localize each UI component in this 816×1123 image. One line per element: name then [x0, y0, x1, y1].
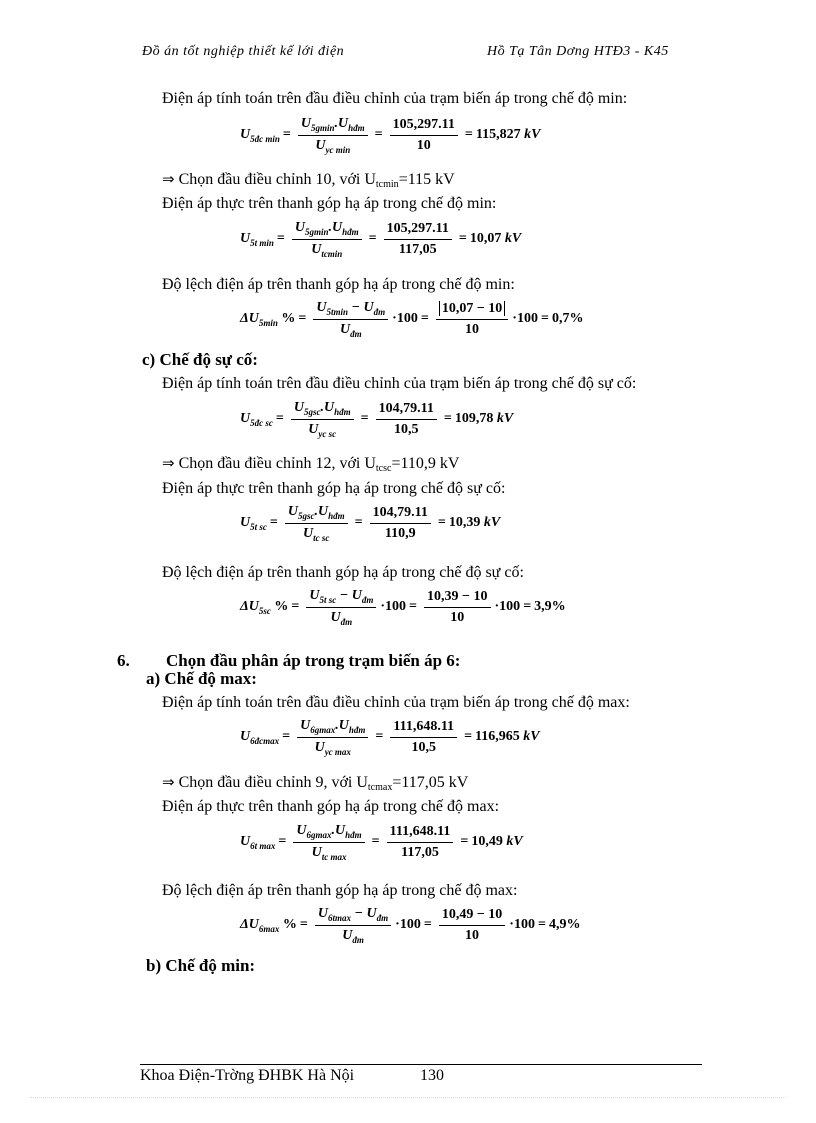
text-line: Điện áp tính toán trên đầu điều chỉnh của trạm biến áp trong chế độ min: — [162, 90, 628, 107]
text-line: Độ lệch điện áp trên thanh góp hạ áp trong chế độ sự cố: — [162, 564, 524, 581]
implies-arrow-icon: ⇒ — [162, 170, 175, 188]
text-line: Độ lệch điện áp trên thanh góp hạ áp trong chế độ max: — [162, 882, 518, 899]
header-left: Đồ án tốt nghiệp thiết kế lới điện — [142, 44, 345, 59]
text-line: Điện áp tính toán trên đầu điều chỉnh của trạm biến áp trong chế độ sự cố: — [162, 375, 637, 392]
page-number: 130 — [420, 1067, 444, 1084]
formula-delta-6max: $\Delta U_{6max}$ % = $\frac{U_{6tmax} - U_{đm}}{U_{đm}}$ ·100 = $\frac{10,49 - 10}{10}$ ·100 = 4,9% — [240, 906, 581, 945]
implies-arrow-icon: ⇒ — [162, 773, 175, 791]
tap-choice-line: ⇒ Chọn đầu điều chỉnh 10, với $U_{tcmin}=115$ kV — [162, 170, 455, 190]
implies-arrow-icon: ⇒ — [162, 454, 175, 472]
text-line: Điện áp thực trên thanh góp hạ áp trong chế độ min: — [162, 195, 497, 212]
text-line: Độ lệch điện áp trên thanh góp hạ áp trong chế độ min: — [162, 276, 515, 293]
formula-5t-min: $U_{5t min}$ = $\frac{U_{5gmin}.U_{hđm}}{U_{tcmin}}$ = $\frac{105,297.11}{117,05}$ = 10,07 kV — [240, 220, 522, 259]
section-heading: c) Chế độ sự cố: — [142, 350, 258, 369]
formula-6t-max: $U_{6t max}$ = $\frac{U_{6gmax}.U_{hđm}}{U_{tc max}}$ = $\frac{111,648.11}{117,05}$ = 10,49 kV — [240, 823, 523, 862]
bottom-dotted-border — [30, 1097, 786, 1098]
formula-5t-sc: $U_{5t sc}$ = $\frac{U_{5gsc}.U_{hđm}}{U_{tc sc}}$ = $\frac{104,79.11}{110,9}$ = 10,39 kV — [240, 504, 501, 543]
formula-5dc-sc: $U_{5đc sc}$ = $\frac{U_{5gsc}.U_{hđm}}{U_{yc sc}}$ = $\frac{104,79.11}{10,5}$ = 109,78 kV — [240, 400, 514, 439]
tap-choice-line: ⇒ Chọn đầu điều chỉnh 12, với $U_{tcsc}=110,9$ kV — [162, 454, 460, 474]
section-heading: b) Chế độ min: — [146, 956, 256, 975]
section-heading: a) Chế độ max: — [146, 669, 257, 688]
text-line: Điện áp tính toán trên đầu điều chỉnh của trạm biến áp trong chế độ max: — [162, 694, 630, 711]
text-line: Điện áp thực trên thanh góp hạ áp trong chế độ sự cố: — [162, 480, 506, 497]
section-number: 6. — [117, 651, 130, 670]
formula-5dc-min: $U_{5đc min}$ = $\frac{U_{5gmin}.U_{hđm}}{U_{yc min}}$ = $\frac{105,297.11}{10}$ = 115,827 kV — [240, 116, 541, 155]
section-title: Chọn đầu phân áp trong trạm biến áp 6: — [166, 651, 461, 670]
footer-text: Khoa Điện-Trờng ĐHBK Hà Nội — [140, 1067, 355, 1084]
formula-delta-5sc: $\Delta U_{5sc}$ % = $\frac{U_{5t sc} - U_{đm}}{U_{đm}}$ ·100 = $\frac{10,39 - 10}{10}$ ·100 = 3,9% — [240, 588, 566, 627]
tap-choice-line: ⇒ Chọn đầu điều chỉnh 9, với $U_{tcmax}=117,05$ kV — [162, 773, 469, 793]
footer-rule — [140, 1064, 702, 1065]
header-right: Hồ Tạ Tân Dơng HTĐ3 - K45 — [487, 44, 669, 59]
text-line: Điện áp thực trên thanh góp hạ áp trong chế độ max: — [162, 798, 500, 815]
formula-delta-5min: $\Delta U_{5min}$ % = $\frac{U_{5tmin} - U_{đm}}{U_{đm}}$ ·100 = $\frac{10,07 - 10}{10}$ ·100 = 0,7% — [240, 300, 584, 339]
formula-6dc-max: $U_{6đcmax}$ = $\frac{U_{6gmax}.U_{hđm}}{U_{yc max}}$ = $\frac{111,648.11}{10,5}$ = 116,965 kV — [240, 718, 540, 757]
